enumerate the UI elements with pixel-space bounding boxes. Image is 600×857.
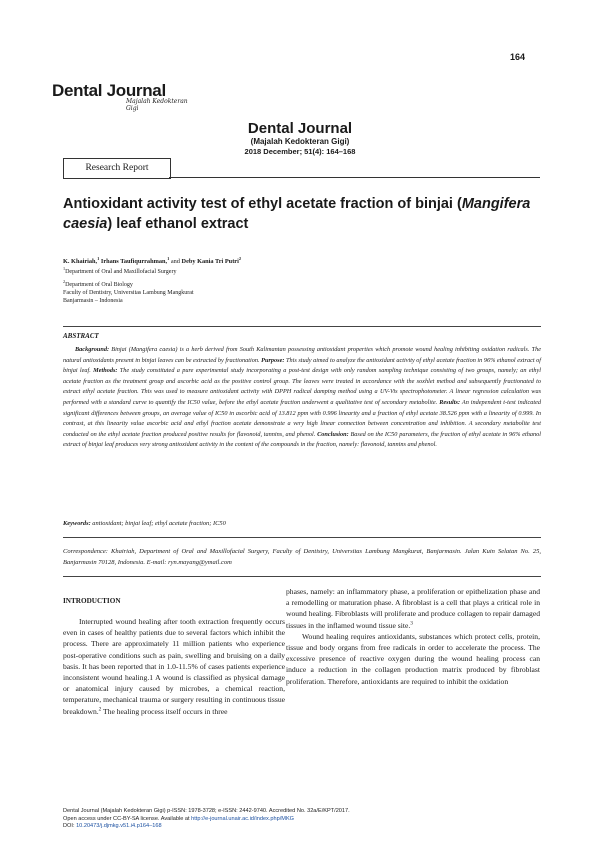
intro-paragraph-1 xyxy=(63,616,285,717)
correspondence-label: Correspondence: xyxy=(63,548,108,555)
doi-link[interactable]: 10.20473/j.djmkg.v51.i4.p164–168 xyxy=(76,823,162,829)
conclusion-text: Based on the IC50 parameters, the fraction of ethyl acetate in 96% ethanol extract of binjai leaf produces very strong antioxidant activity in the content of the compounds in the fraction, namely: flavonoid, tannins and phenol. xyxy=(63,430,541,449)
correspondence-text: Khairiah, Department of Oral and Maxillofacial Surgery, Faculty of Dentistry, Universitas Lambung Mangkurat, Banjarmasin. Jalan Kuin Selatan No. 25, Banjarmasin 70128, Indonesia. E-mail: ryn.mayang@ymail.com xyxy=(63,548,541,566)
left-column xyxy=(63,616,285,717)
methods-label: Methods: xyxy=(93,367,118,375)
footer-doi-label: DOI: xyxy=(63,823,77,829)
results-label: Results: xyxy=(439,398,461,406)
author-2-affil: 1 xyxy=(167,255,170,261)
journal-url-link[interactable]: http://e-journal.unair.ac.id/index.php/MKG xyxy=(191,815,295,822)
logo-main-text: Dental Journal xyxy=(52,81,166,100)
author-1-affil: 1 xyxy=(97,255,100,261)
author-list xyxy=(63,255,242,265)
author-3-affil: 2 xyxy=(238,255,242,261)
footer-doi xyxy=(63,823,541,831)
background-text: Binjai (Mangifera caesia) is a herb derived from South Kalimantan possessing antioxidant properties which promote wound healing inhibiting oxidation radicals. The natural antioxidants present in binjai leaves can be extracted by fractionation. xyxy=(63,346,541,364)
intro-p1-text: Interrupted wound healing after tooth extraction frequently occurs even in cases of healthy patients due to several factors which inhibit the process. There are approximately 11 million patients who experience post-operative conditions such as pain, swelling and bruising on a daily basis. It has been reported that in 1.0-11.5% of cases patients experience inconsistent wound healing.1 A wound is classified as physical damage or anatomical injury caused by microbes, a chemical reaction, temperature, mechanical trauma or surgery resulting in continuous tissue breakdown. xyxy=(63,617,285,716)
intro-paragraph-3: Wound healing requires antioxidants, substances which protect cells, protein, tissue and body organs from free radicals in order to accelerate the process. The excessive presence of reactive oxygen during the wound healing process can induce a reduction in the collagen production matrix produced by fibroblast proliferation. Therefore, antioxidants are required to inhibit the oxidation xyxy=(286,631,540,686)
journal-subtitle: (Majalah Kedokteran Gigi) xyxy=(250,137,350,146)
correspondence xyxy=(63,546,541,568)
keywords-label: Keywords: xyxy=(63,520,91,527)
background-label: Background: xyxy=(75,346,110,353)
affiliation-faculty: Faculty of Dentistry, Universitas Lambung Mangkurat xyxy=(63,290,194,296)
results-text: An independent t-test indicated significant differences between groups, an average value of IC50 in ascorbic acid of 13.812 ppm with 0.996 linearity and a fraction of ethyl acetate 38.526 ppm with a linearity of 0.999. In contrast, at this linearity value ascorbic acid and ethyl fraction acetate demonstrate a very high linear connection between concentration and inhibition. A secondary metabolite test conducted on the ethyl acetate fraction produced positive results for flavonoid, tannins, and phenol. xyxy=(63,398,542,438)
page-footer xyxy=(63,808,541,831)
abstract-bottom-rule xyxy=(63,537,541,538)
journal-title: Dental Journal xyxy=(247,120,353,137)
affil-2-num: 2 xyxy=(63,279,66,284)
intro-paragraph-2 xyxy=(286,586,540,631)
keywords xyxy=(63,520,541,527)
footer-issn: Dental Journal (Majalah Kedokteran Gigi) p-ISSN: 1978-3728; e-ISSN: 2442-9740. Accredited No. 32a/E/KPT/2017. xyxy=(63,808,350,814)
correspondence-rule xyxy=(63,576,541,577)
abstract-top-rule xyxy=(63,326,541,327)
affiliation-2 xyxy=(63,281,133,289)
intro-p2-text: phases, namely: an inflammatory phase, a proliferation or epithelization phase and a remodelling or maturation phase. A fibroblast is a cell that plays a critical role in wound healing. Fibroblasts will proliferate and produce collagen to repair damaged tissues in the inflamed wound tissue site. xyxy=(286,587,540,630)
conclusion-label: Conclusion: xyxy=(317,430,349,438)
author-3: Deby Kania Tri Putri xyxy=(181,258,239,265)
article-title xyxy=(63,194,541,234)
footer-license-text: Open access under CC-BY-SA license. Available at xyxy=(63,815,192,822)
journal-header xyxy=(150,120,450,157)
affil-2-text: Department of Oral Biology xyxy=(65,282,133,288)
affiliation-city: Banjarmasin – Indonesia xyxy=(63,298,123,304)
report-type-badge: Research Report xyxy=(63,158,171,179)
page-number: 164 xyxy=(509,52,525,62)
header-rule xyxy=(169,177,540,178)
footer-license xyxy=(63,816,541,824)
affil-1-text: Department of Oral and Maxillofacial Surgery xyxy=(65,269,177,275)
title-species: Mangifera caesia xyxy=(63,196,531,232)
affil-1-num: 1 xyxy=(63,266,66,271)
purpose-label: Purpose: xyxy=(261,356,285,364)
title-part-2: ) leaf ethanol extract xyxy=(107,216,249,232)
author-2: Irhans Taufiqurrahman, xyxy=(100,258,168,265)
keywords-text: antioxidant; binjai leaf; ethyl acetate fraction; IC50 xyxy=(90,520,226,527)
title-part-1: Antioxidant activity test of ethyl acetate fraction of binjai ( xyxy=(63,196,462,212)
purpose-text: This study aimed to analyze the antioxidant activity of ethyl acetate fraction in 96% ethanol extract of binjai leaf. xyxy=(63,356,542,375)
methods-text: The study constituted a pure experimental study incorporating a post-test design with only random sampling technique consisting of two groups, namely; an ethyl acetate fraction as the treatment group and ascorbic acid as the positive control group. The leaves were treated in accordance with the soxhlet method and subsequently fractionated to extract ethyl acetate fraction. This was used to measure antioxidant activity with DPPH radical damping method using a UV-Vis spectrophotometer. A linear regression calculation was performed with a standard curve to quantify the IC50 value, before the ethyl acetate fraction underwent a qualitative test of secondary metabolite. xyxy=(63,367,541,406)
intro-p1-end: The healing process itself occurs in three xyxy=(101,706,228,716)
right-column xyxy=(286,586,540,687)
journal-issue: 2018 December; 51(4): 164–168 xyxy=(244,147,356,156)
intro-p1-cite: 2 xyxy=(98,706,102,713)
author-1: K. Khairiah, xyxy=(63,258,98,265)
journal-logo xyxy=(52,82,192,112)
introduction-heading: INTRODUCTION xyxy=(63,597,121,605)
abstract-body xyxy=(63,345,541,451)
logo-sub-text: Majalah Kedokteran Gigi xyxy=(126,98,188,112)
affiliation-1 xyxy=(63,268,176,276)
author-and: and xyxy=(170,258,180,265)
abstract-heading: ABSTRACT xyxy=(63,332,99,340)
intro-p2-cite: 3 xyxy=(410,620,413,627)
